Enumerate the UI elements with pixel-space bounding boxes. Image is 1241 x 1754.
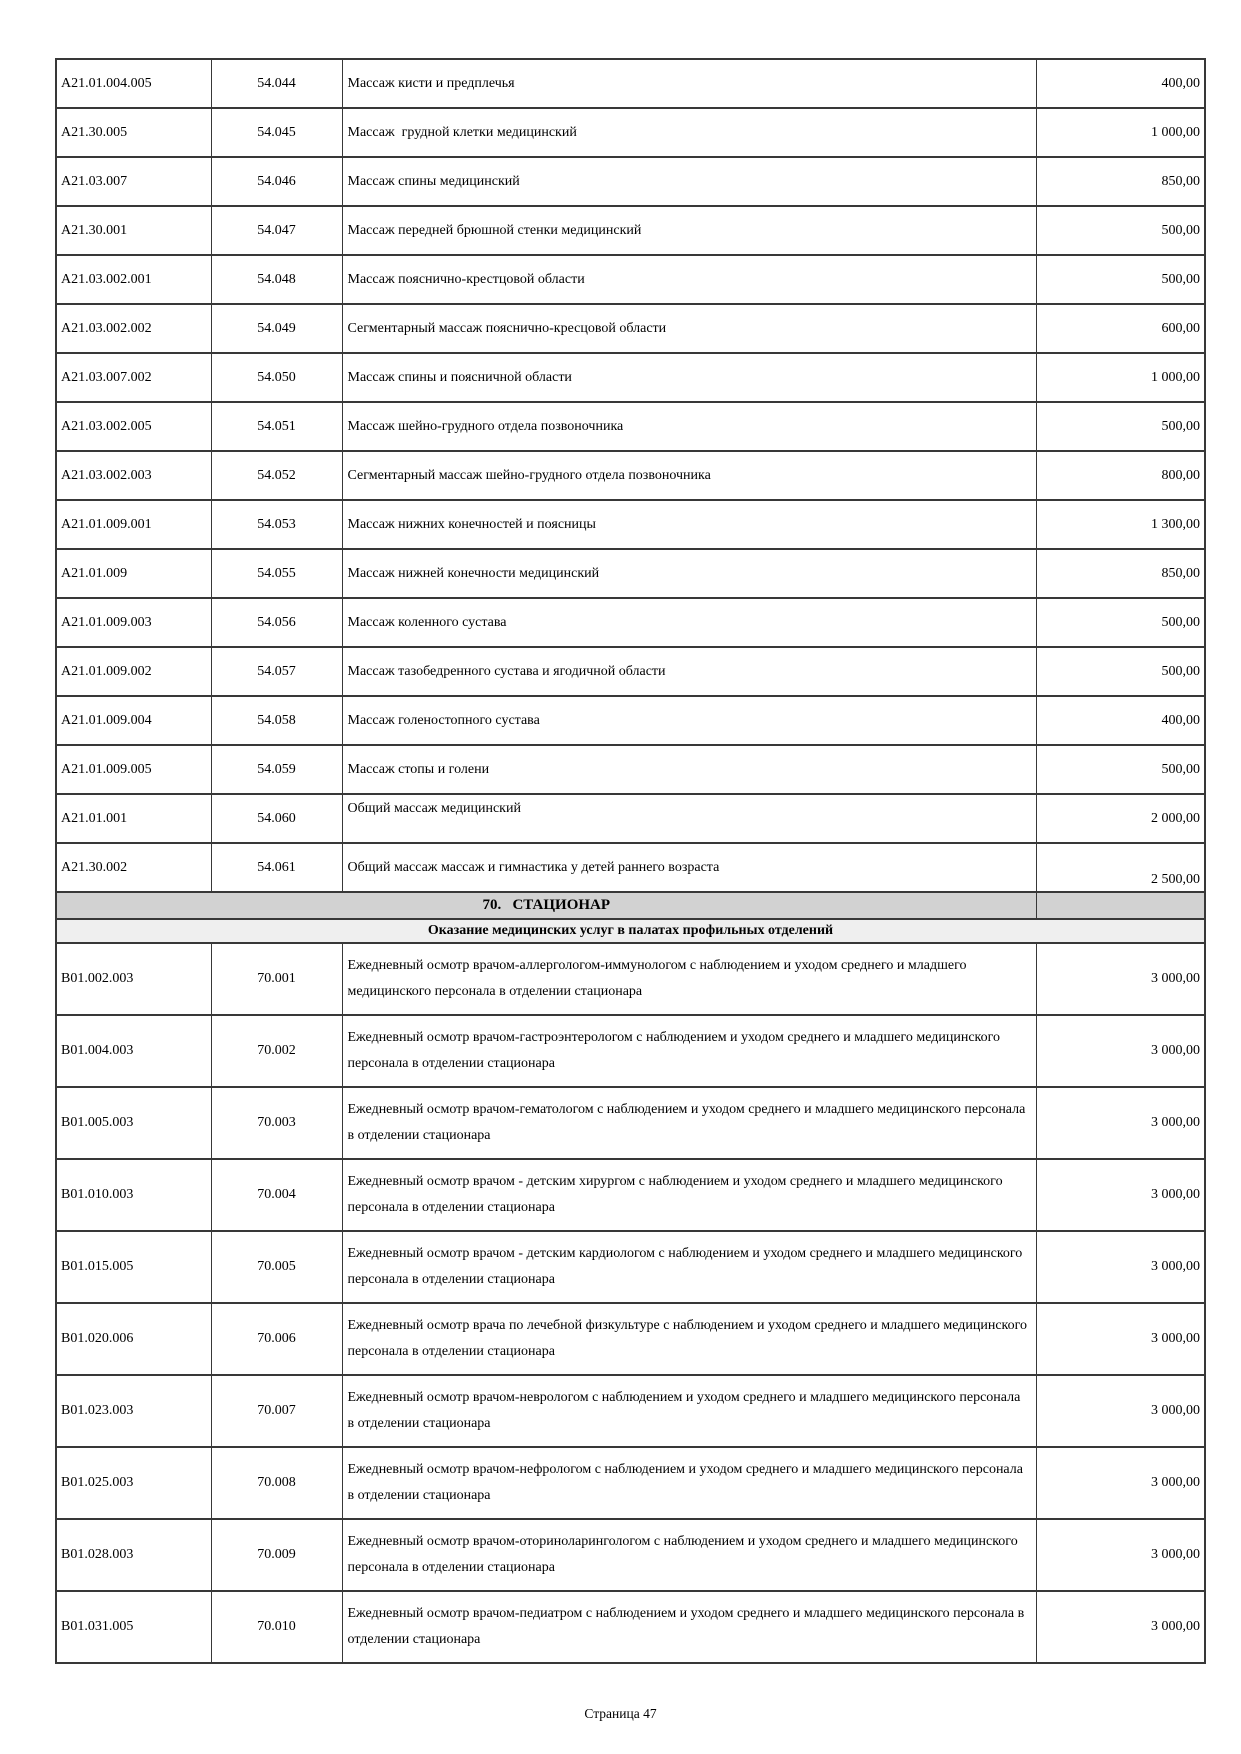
service-description-cell: Сегментарный массаж шейно-грудного отдела позвоночника	[342, 451, 1036, 500]
service-number-cell: 54.053	[211, 500, 342, 549]
service-number-cell: 70.010	[211, 1591, 342, 1663]
service-description-cell: Массаж нижней конечности медицинский	[342, 549, 1036, 598]
service-price-cell: 500,00	[1036, 598, 1205, 647]
service-number-cell: 54.044	[211, 59, 342, 108]
service-code-cell: А21.03.002.005	[56, 402, 211, 451]
service-number-cell: 54.052	[211, 451, 342, 500]
service-code-cell: А21.01.009.003	[56, 598, 211, 647]
table-row	[56, 696, 1205, 745]
service-price-cell: 500,00	[1036, 647, 1205, 696]
page-number-footer: Страница 47	[584, 1706, 657, 1721]
table-row	[56, 353, 1205, 402]
service-number-cell: 54.061	[211, 843, 342, 892]
table-row	[56, 304, 1205, 353]
table-row	[56, 843, 1205, 892]
service-description-cell: Массаж спины и поясничной области	[342, 353, 1036, 402]
service-price-cell: 3 000,00	[1036, 1375, 1205, 1447]
service-code-cell: А21.30.002	[56, 843, 211, 892]
service-description-cell: Ежедневный осмотр врачом-оториноларингологом с наблюдением и уходом среднего и младшего медицинского персонала в отделении стационара	[342, 1519, 1036, 1591]
service-code-cell: А21.01.009.005	[56, 745, 211, 794]
service-code-cell: В01.002.003	[56, 943, 211, 1015]
service-price-cell: 850,00	[1036, 549, 1205, 598]
service-code-cell: В01.005.003	[56, 1087, 211, 1159]
service-code-cell: В01.004.003	[56, 1015, 211, 1087]
service-price-cell: 3 000,00	[1036, 1519, 1205, 1591]
table-row	[56, 1519, 1205, 1591]
service-price-cell: 3 000,00	[1036, 1159, 1205, 1231]
service-price-cell: 500,00	[1036, 206, 1205, 255]
service-number-cell: 70.004	[211, 1159, 342, 1231]
section-title: 70. СТАЦИОНАР	[56, 892, 1036, 919]
service-description-cell: Общий массаж медицинский	[342, 794, 1036, 843]
service-price-cell: 1 300,00	[1036, 500, 1205, 549]
service-description-cell: Ежедневный осмотр врачом-неврологом с наблюдением и уходом среднего и младшего медицинского персонала в отделении стационара	[342, 1375, 1036, 1447]
service-number-cell: 54.059	[211, 745, 342, 794]
service-price-cell: 3 000,00	[1036, 1087, 1205, 1159]
service-number-cell: 70.001	[211, 943, 342, 1015]
service-number-cell: 70.008	[211, 1447, 342, 1519]
table-row	[56, 1447, 1205, 1519]
service-number-cell: 54.051	[211, 402, 342, 451]
service-code-cell: В01.031.005	[56, 1591, 211, 1663]
service-description-cell: Ежедневный осмотр врачом - детским кардиологом с наблюдением и уходом среднего и младшего медицинского персонала в отделении стационара	[342, 1231, 1036, 1303]
table-row	[56, 1159, 1205, 1231]
service-price-cell: 3 000,00	[1036, 1303, 1205, 1375]
service-code-cell: А21.03.007.002	[56, 353, 211, 402]
service-number-cell: 54.048	[211, 255, 342, 304]
table-row	[56, 1015, 1205, 1087]
service-description-cell: Ежедневный осмотр врачом-аллергологом-иммунологом с наблюдением и уходом среднего и младшего медицинского персонала в отделении стационара	[342, 943, 1036, 1015]
service-price-cell: 400,00	[1036, 696, 1205, 745]
service-price-cell: 500,00	[1036, 255, 1205, 304]
service-code-cell: В01.023.003	[56, 1375, 211, 1447]
table-row	[56, 59, 1205, 108]
subsection-header-row	[56, 919, 1205, 943]
table-row	[56, 794, 1205, 843]
service-code-cell: А21.03.002.001	[56, 255, 211, 304]
service-number-cell: 54.047	[211, 206, 342, 255]
service-description-cell: Ежедневный осмотр врачом-нефрологом с наблюдением и уходом среднего и младшего медицинского персонала в отделении стационара	[342, 1447, 1036, 1519]
service-number-cell: 54.045	[211, 108, 342, 157]
service-number-cell: 70.007	[211, 1375, 342, 1447]
service-description-cell: Массаж голеностопного сустава	[342, 696, 1036, 745]
service-description-cell: Массаж нижних конечностей и поясницы	[342, 500, 1036, 549]
service-price-cell: 3 000,00	[1036, 1591, 1205, 1663]
service-description-cell: Массаж пояснично-крестцовой области	[342, 255, 1036, 304]
section-header-price-cell	[1036, 892, 1205, 919]
service-description-cell: Массаж стопы и голени	[342, 745, 1036, 794]
service-number-cell: 70.006	[211, 1303, 342, 1375]
service-description-cell: Массаж передней брюшной стенки медицинский	[342, 206, 1036, 255]
service-price-cell: 800,00	[1036, 451, 1205, 500]
service-code-cell: А21.30.001	[56, 206, 211, 255]
table-row	[56, 206, 1205, 255]
service-code-cell: А21.01.004.005	[56, 59, 211, 108]
service-code-cell: А21.01.009.001	[56, 500, 211, 549]
service-code-cell: А21.03.002.002	[56, 304, 211, 353]
table-row	[56, 1375, 1205, 1447]
service-price-cell: 3 000,00	[1036, 1015, 1205, 1087]
service-code-cell: А21.01.009	[56, 549, 211, 598]
table-row	[56, 1087, 1205, 1159]
table-row	[56, 402, 1205, 451]
service-number-cell: 54.055	[211, 549, 342, 598]
table-row	[56, 255, 1205, 304]
service-description-cell: Массаж шейно-грудного отдела позвоночника	[342, 402, 1036, 451]
service-description-cell: Ежедневный осмотр врачом-педиатром с наблюдением и уходом среднего и младшего медицинского персонала в отделении стационара	[342, 1591, 1036, 1663]
service-description-cell: Массаж тазобедренного сустава и ягодичной области	[342, 647, 1036, 696]
table-row	[56, 1303, 1205, 1375]
service-description-cell: Ежедневный осмотр врачом-гематологом с наблюдением и уходом среднего и младшего медицинского персонала в отделении стационара	[342, 1087, 1036, 1159]
price-table	[55, 58, 1206, 1664]
service-code-cell: В01.010.003	[56, 1159, 211, 1231]
service-price-cell: 1 000,00	[1036, 353, 1205, 402]
service-code-cell: А21.03.002.003	[56, 451, 211, 500]
service-number-cell: 54.060	[211, 794, 342, 843]
service-number-cell: 54.046	[211, 157, 342, 206]
service-number-cell: 70.002	[211, 1015, 342, 1087]
table-row	[56, 1231, 1205, 1303]
service-price-cell: 3 000,00	[1036, 1231, 1205, 1303]
service-description-cell: Сегментарный массаж пояснично-кресцовой области	[342, 304, 1036, 353]
service-number-cell: 70.003	[211, 1087, 342, 1159]
table-row	[56, 500, 1205, 549]
section-header-row	[56, 892, 1205, 919]
service-description-cell: Массаж грудной клетки медицинский	[342, 108, 1036, 157]
subsection-title: Оказание медицинских услуг в палатах профильных отделений	[56, 919, 1205, 943]
table-row	[56, 943, 1205, 1015]
service-code-cell: В01.025.003	[56, 1447, 211, 1519]
service-price-cell: 400,00	[1036, 59, 1205, 108]
service-description-cell: Массаж кисти и предплечья	[342, 59, 1036, 108]
service-description-cell: Ежедневный осмотр врача по лечебной физкультуре с наблюдением и уходом среднего и младшего медицинского персонала в отделении стационара	[342, 1303, 1036, 1375]
service-price-cell: 1 000,00	[1036, 108, 1205, 157]
service-description-cell: Ежедневный осмотр врачом - детским хирургом с наблюдением и уходом среднего и младшего медицинского персонала в отделении стационара	[342, 1159, 1036, 1231]
service-code-cell: А21.01.009.004	[56, 696, 211, 745]
table-row	[56, 745, 1205, 794]
service-number-cell: 54.058	[211, 696, 342, 745]
service-description-cell: Общий массаж массаж и гимнастика у детей раннего возраста	[342, 843, 1036, 892]
service-code-cell: В01.015.005	[56, 1231, 211, 1303]
service-price-cell: 3 000,00	[1036, 943, 1205, 1015]
table-row	[56, 157, 1205, 206]
service-code-cell: В01.020.006	[56, 1303, 211, 1375]
table-row	[56, 647, 1205, 696]
table-row	[56, 451, 1205, 500]
service-code-cell: А21.03.007	[56, 157, 211, 206]
table-row	[56, 108, 1205, 157]
service-number-cell: 54.056	[211, 598, 342, 647]
table-row	[56, 598, 1205, 647]
service-number-cell: 54.050	[211, 353, 342, 402]
service-description-cell: Массаж коленного сустава	[342, 598, 1036, 647]
price-table-body	[56, 59, 1205, 1663]
service-code-cell: А21.01.009.002	[56, 647, 211, 696]
service-code-cell: А21.01.001	[56, 794, 211, 843]
service-description-cell: Массаж спины медицинский	[342, 157, 1036, 206]
service-price-cell: 500,00	[1036, 745, 1205, 794]
service-price-cell: 850,00	[1036, 157, 1205, 206]
service-code-cell: А21.30.005	[56, 108, 211, 157]
table-row	[56, 1591, 1205, 1663]
service-price-cell: 2 000,00	[1036, 794, 1205, 843]
service-number-cell: 70.005	[211, 1231, 342, 1303]
service-description-cell: Ежедневный осмотр врачом-гастроэнтерологом с наблюдением и уходом среднего и младшего медицинского персонала в отделении стационара	[342, 1015, 1036, 1087]
service-price-cell: 600,00	[1036, 304, 1205, 353]
service-price-cell: 500,00	[1036, 402, 1205, 451]
service-number-cell: 70.009	[211, 1519, 342, 1591]
service-price-cell: 3 000,00	[1036, 1447, 1205, 1519]
service-number-cell: 54.057	[211, 647, 342, 696]
table-row	[56, 549, 1205, 598]
service-number-cell: 54.049	[211, 304, 342, 353]
service-price-cell: 2 500,00	[1036, 843, 1205, 892]
service-code-cell: В01.028.003	[56, 1519, 211, 1591]
